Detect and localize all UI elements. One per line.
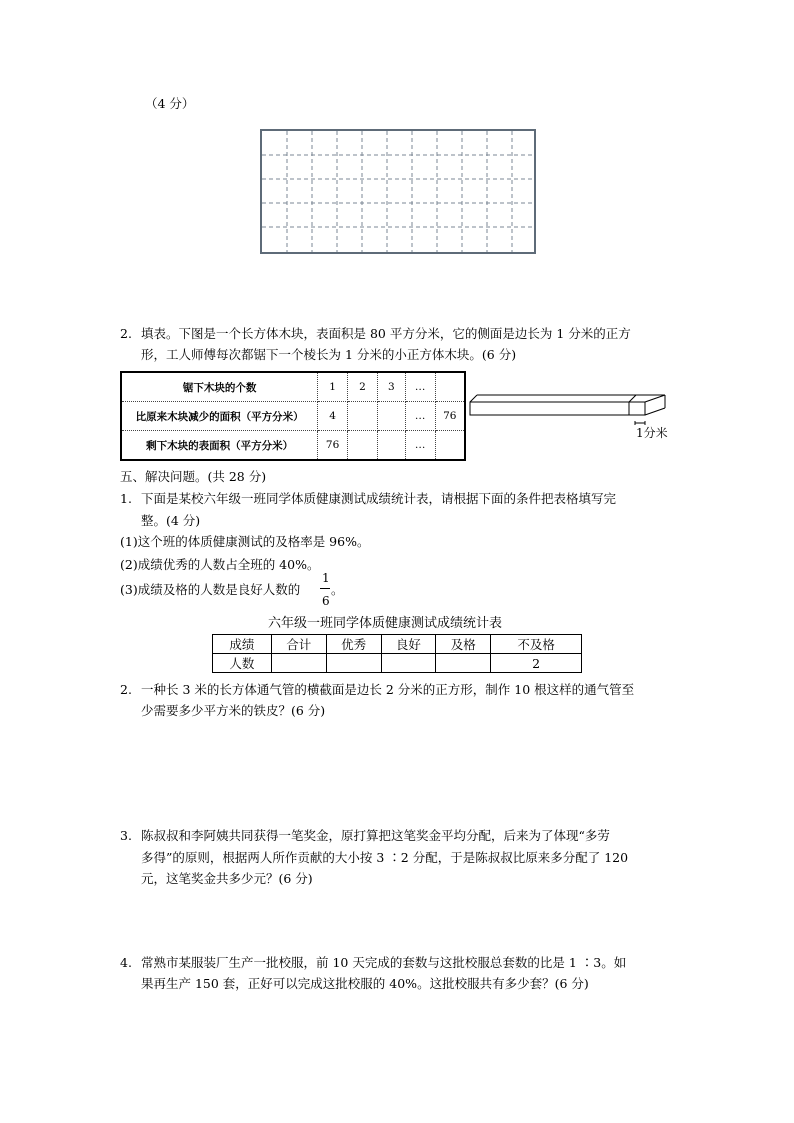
- s5-q2-text-line2: 少需要多少平方米的铁皮？(6 分): [141, 703, 326, 718]
- s5-q4-text-line1: 常熟市某服装厂生产一批校服，前 10 天完成的套数与这批校服总套数的比是 1 ∶3。如: [141, 955, 627, 970]
- wood-block-table: [120, 371, 466, 461]
- row-label: 比原来木块减少的面积（平方分米）: [121, 402, 318, 431]
- row-label: 锯下木块的个数: [121, 372, 318, 402]
- table-cell[interactable]: [326, 654, 381, 673]
- health-test-table: [212, 634, 582, 673]
- table-title: 六年级一班同学体质健康测试成绩统计表: [268, 616, 503, 631]
- table-header-row: [213, 635, 582, 654]
- table-cell[interactable]: [377, 431, 405, 461]
- q2-text-line1: 填表。下图是一个长方体木块，表面积是 80 平方分米，它的侧面是边长为 1 分米的正方: [141, 326, 631, 341]
- s5-q2-text-line1: 一种长 3 米的长方体通气管的横截面是边长 2 分米的正方形，制作 10 根这样的通气管至: [141, 682, 635, 697]
- table-cell[interactable]: 4: [318, 402, 348, 431]
- table-row: [213, 654, 582, 673]
- table-cell[interactable]: …: [405, 372, 435, 402]
- table-cell[interactable]: [348, 402, 378, 431]
- column-header: 合计: [271, 635, 326, 654]
- table-cell[interactable]: 3: [377, 372, 405, 402]
- table-cell[interactable]: [377, 402, 405, 431]
- column-header: 成绩: [213, 635, 272, 654]
- s5-q1-number: 1.: [120, 491, 132, 506]
- condition-1: (1)这个班的体质健康测试的及格率是 96%。: [120, 534, 370, 549]
- s5-q4-text-line2: 果再生产 150 套，正好可以完成这批校服的 40%。这批校服共有多少套？(6 分): [141, 976, 589, 991]
- s5-q1-text-line2: 整。(4 分): [141, 513, 201, 528]
- column-header: 优秀: [326, 635, 381, 654]
- table-cell[interactable]: [271, 654, 326, 673]
- column-header: 不及格: [491, 635, 582, 654]
- table-cell[interactable]: [381, 654, 436, 673]
- fraction-numerator: 1: [322, 571, 330, 585]
- condition-3: (3)成绩及格的人数是良好人数的: [120, 582, 301, 597]
- table-row: [121, 431, 465, 461]
- s5-q3-text-line1: 陈叔叔和李阿姨共同获得一笔奖金，原打算把这笔奖金平均分配，后来为了体现“多劳: [141, 828, 610, 843]
- q2-text-line2: 形，工人师傅每次都锯下一个棱长为 1 分米的小正方体木块。(6 分): [141, 347, 517, 362]
- fraction-denominator: 6: [322, 594, 330, 608]
- row-label: 人数: [213, 654, 272, 673]
- figure-label: 1分米: [636, 426, 668, 440]
- q2-number: 2.: [120, 326, 132, 341]
- table-cell: 2: [491, 654, 582, 673]
- fraction-bar: [320, 588, 330, 589]
- s5-q4-number: 4.: [120, 955, 132, 970]
- table-cell[interactable]: [436, 654, 491, 673]
- table-cell[interactable]: [435, 431, 465, 461]
- table-cell[interactable]: 2: [348, 372, 378, 402]
- table-cell[interactable]: [348, 431, 378, 461]
- table-cell[interactable]: 76: [435, 402, 465, 431]
- table-cell[interactable]: 76: [318, 431, 348, 461]
- s5-q3-text-line2: 多得”的原则，根据两人所作贡献的大小按 3 ∶2 分配，于是陈叔叔比原来多分配了 120: [141, 850, 629, 865]
- s5-q3-text-line3: 元，这笔奖金共多少元？(6 分): [141, 871, 313, 886]
- table-row: [121, 402, 465, 431]
- table-row: [121, 372, 465, 402]
- section-heading: 五、解决问题。(共 28 分): [120, 469, 267, 484]
- score-label: （4 分）: [145, 96, 195, 111]
- s5-q2-number: 2.: [120, 682, 132, 697]
- column-header: 及格: [436, 635, 491, 654]
- table-cell[interactable]: …: [405, 402, 435, 431]
- s5-q3-number: 3.: [120, 828, 132, 843]
- writing-grid: [260, 129, 536, 254]
- s5-q1-text-line1: 下面是某校六年级一班同学体质健康测试成绩统计表，请根据下面的条件把表格填写完: [141, 491, 617, 506]
- condition-3-end: 。: [331, 582, 344, 597]
- column-header: 良好: [381, 635, 436, 654]
- table-cell[interactable]: 1: [318, 372, 348, 402]
- table-cell[interactable]: …: [405, 431, 435, 461]
- condition-2: (2)成绩优秀的人数占全班的 40%。: [120, 557, 320, 572]
- row-label: 剩下木块的表面积（平方分米）: [121, 431, 318, 461]
- table-cell[interactable]: [435, 372, 465, 402]
